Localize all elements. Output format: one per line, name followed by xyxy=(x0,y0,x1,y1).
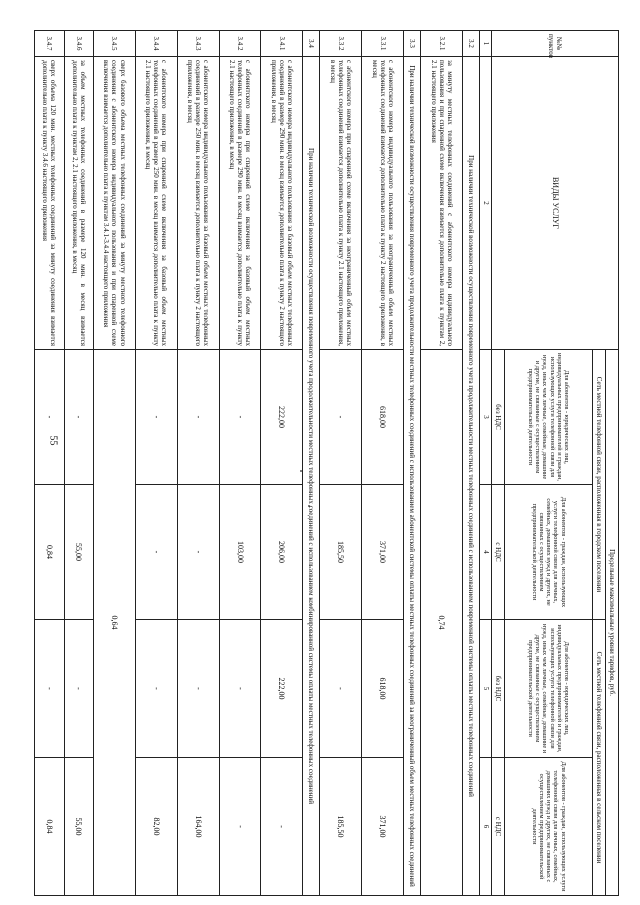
table-row xyxy=(261,31,303,896)
table-row xyxy=(94,31,136,896)
row-number: 3.4 xyxy=(303,31,320,57)
tariff-value: - xyxy=(135,620,177,758)
header-citizens-urban: Для абонентов - граждан, использующих услуги телефонной связи для личных, семейных, домашних нужд и других, не связанных с осуществлением предпринимательской деятельности xyxy=(505,485,593,620)
table-row xyxy=(404,31,421,896)
tariff-value: 164,00 xyxy=(177,758,219,896)
tariff-value: 222,00 xyxy=(261,620,303,758)
service-description: с абонентского номера индивидуального пользования за базовый объем местных телефонных соединений в размере 290 мин. в месяц взимается дополнительно плата к пункту 2 настоящего приложения, в месяц xyxy=(261,57,303,350)
tariff-value: - xyxy=(35,620,65,758)
service-description: с абонентского номера индивидуального пользования за неограниченный объем местных телефонных соединений взимается дополнительно плата к пункту 2 настоящего приложения, в месяц xyxy=(362,57,404,350)
table-row xyxy=(177,31,219,896)
table-row xyxy=(362,31,404,896)
tariff-value: - xyxy=(35,350,65,485)
service-description: с абонентского номера при спаренной схеме включения за неограниченный объем местных телефонных соединений взимается дополнительно плата к пункту 2.1 настоящего приложения, в месяц xyxy=(320,57,362,350)
rotated-tariff-page xyxy=(34,30,619,895)
header-legal-urban: Для абонентов - юридических лиц, индивидуальных предпринимателей и граждан, использующих услуги телефонной связи для нужд, иных чем личные, семейные, домашние и другие, не связанные с осуществлением предпринимательской деятельности xyxy=(505,350,593,485)
column-number: 2 xyxy=(480,57,492,350)
service-description: сверх базового объема местных телефонных соединений за минуту местного телефонного соединения с абонентского номера индивидуального пользования и при спаренной схеме включения взимается дополнительно плата к пунктам 3.4.1-3.4.4 настоящего приложения xyxy=(94,57,136,350)
tariff-levels-header: Предельные максимальные уровни тарифов, руб. xyxy=(606,350,619,896)
row-number: 3.4.7 xyxy=(35,31,65,57)
service-description: с абонентского номера при спаренной схеме включения за базовый объем местных телефонных соединений в размере 290 мин. в месяц взимается дополнительно плата к пункту 2.1 настоящего приложения, в месяц xyxy=(219,57,261,350)
tariff-value: - xyxy=(219,758,261,896)
row-number: 3.2 xyxy=(462,31,479,57)
row-number: 3.3.1 xyxy=(362,31,404,57)
table-row xyxy=(303,31,320,896)
column-number: 1 xyxy=(480,31,492,57)
vat-label-5: без НДС xyxy=(492,620,505,758)
tariff-value: 618,00 xyxy=(362,620,404,758)
row-number: 3.4.5 xyxy=(94,31,136,57)
header-legal-rural: Для абонентов - юридических лиц, индивидуальных предпринимателей и граждан, использующих услуги телефонной связи для нужд, иных чем личные, семейные, домашние и другие, не связанные с осуществлением предпринимательской деятельности xyxy=(505,620,593,758)
column-header-number: №№ пунктов xyxy=(492,31,619,57)
section-heading: При наличии технической возможности осуществления повременного учета продолжительности местных телефонных соединений с использованием повременной системы оплаты местных телефонных соединений xyxy=(462,57,479,896)
tariff-value: 371,00 xyxy=(362,485,404,620)
tariff-value: 618,00 xyxy=(362,350,404,485)
tariff-value: 55,00 xyxy=(64,485,93,620)
tariff-value: 82,00 xyxy=(135,758,177,896)
section-heading: При наличии технической возможности осуществления повременного учета продолжительности местных телефонных соединений с использованием комбинированной системы оплаты местных телефонных соединений xyxy=(303,57,320,896)
vat-label-3: без НДС xyxy=(492,350,505,485)
tariff-value: 55,00 xyxy=(64,758,93,896)
tariff-value: 0,74 xyxy=(421,350,463,896)
urban-network-header: Сеть местной телефонной связи, расположенная в городском поселении xyxy=(593,350,606,620)
tariff-value: - xyxy=(219,620,261,758)
rural-network-header: Сеть местной телефонной связи, расположенная в сельском поселении xyxy=(593,620,606,896)
vat-label-4: с НДС xyxy=(492,485,505,620)
service-description: с абонентского номера при спаренной схеме включения за базовый объем местных телефонных соединений в размере 250 мин. в месяц взимается дополнительно плата к пункту 2.1 настоящего приложения, в месяц xyxy=(135,57,177,350)
row-number: 3.3.2 xyxy=(320,31,362,57)
table-row xyxy=(64,31,93,896)
tariff-value: 185,50 xyxy=(320,485,362,620)
table-row xyxy=(320,31,362,896)
table-row xyxy=(462,31,479,896)
row-number: 3.4.3 xyxy=(177,31,219,57)
column-number: 6 xyxy=(480,758,492,896)
tariff-value: 206,00 xyxy=(261,485,303,620)
tariff-value: 222,00 xyxy=(261,350,303,485)
row-number: 3.3 xyxy=(404,31,421,57)
section-heading: При наличии технической возможности осуществления повременного учета продолжительности местных телефонных соединений с использованием абонентской системы оплаты местных телефонных соединений за неограниченный объем местных телефонных соединений xyxy=(404,57,421,896)
row-number: 3.4.2 xyxy=(219,31,261,57)
tariff-value: - xyxy=(135,350,177,485)
column-number: 4 xyxy=(480,485,492,620)
service-description: сверх объема 120 мин. местных телефонных соединений за минуту соединения взимается дополнительно плата к пункту 3.4.6 настоящего приложения xyxy=(35,57,65,350)
tariff-value: - xyxy=(320,620,362,758)
table-row xyxy=(421,31,463,896)
tariff-value: 0,64 xyxy=(94,350,136,896)
row-number: 3.4.6 xyxy=(64,31,93,57)
tariff-value: 0,84 xyxy=(35,485,65,620)
header-citizens-rural: Для абонентов - граждан, использующих услуги телефонной связи для личных, семейных, домашних нужд и других, не связанных с осуществлением предпринимательской деятельности xyxy=(505,758,593,896)
tariff-value: 185,50 xyxy=(320,758,362,896)
tariff-value: - xyxy=(177,620,219,758)
column-header-services: ВИДЫ УСЛУГ xyxy=(492,57,619,350)
tariff-value: - xyxy=(320,350,362,485)
tariff-value: 103,00 xyxy=(219,485,261,620)
service-description: с абонентского номера индивидуального пользования за базовый объем местных телефонных соединений в размере 250 мин. в месяц взимается дополнительно плата к пункту 2 настоящего приложения, в месяц xyxy=(177,57,219,350)
table-row xyxy=(219,31,261,896)
tariff-value: - xyxy=(64,620,93,758)
row-number: 3.2.1 xyxy=(421,31,463,57)
column-number: 3 xyxy=(480,350,492,485)
tariff-table xyxy=(34,30,619,896)
tariff-value: 0,84 xyxy=(35,758,65,896)
tariff-value: - xyxy=(177,485,219,620)
tariff-value: - xyxy=(261,758,303,896)
vat-label-6: с НДС xyxy=(492,758,505,896)
service-description: за объем местных телефонных соединений в размере 120 мин. в месяц взимается дополнительно плата к пунктам 2, 2.1 настоящего приложения, в месяц xyxy=(64,57,93,350)
tariff-value: 371,00 xyxy=(362,758,404,896)
tariff-value: - xyxy=(219,350,261,485)
table-row xyxy=(35,31,65,896)
service-description: за минуту местных телефонных соединений с абонентского номера индивидуального пользования и при спаренной схеме включения взимается дополнительно плата к пунктам 2, 2.1 настоящего приложения xyxy=(421,57,463,350)
tariff-value: - xyxy=(64,350,93,485)
tariff-value: - xyxy=(135,485,177,620)
table-row xyxy=(135,31,177,896)
page-number: 55 xyxy=(47,435,59,446)
tariff-value: - xyxy=(177,350,219,485)
column-number: 5 xyxy=(480,620,492,758)
row-number: 3.4.4 xyxy=(135,31,177,57)
row-number: 3.4.1 xyxy=(261,31,303,57)
